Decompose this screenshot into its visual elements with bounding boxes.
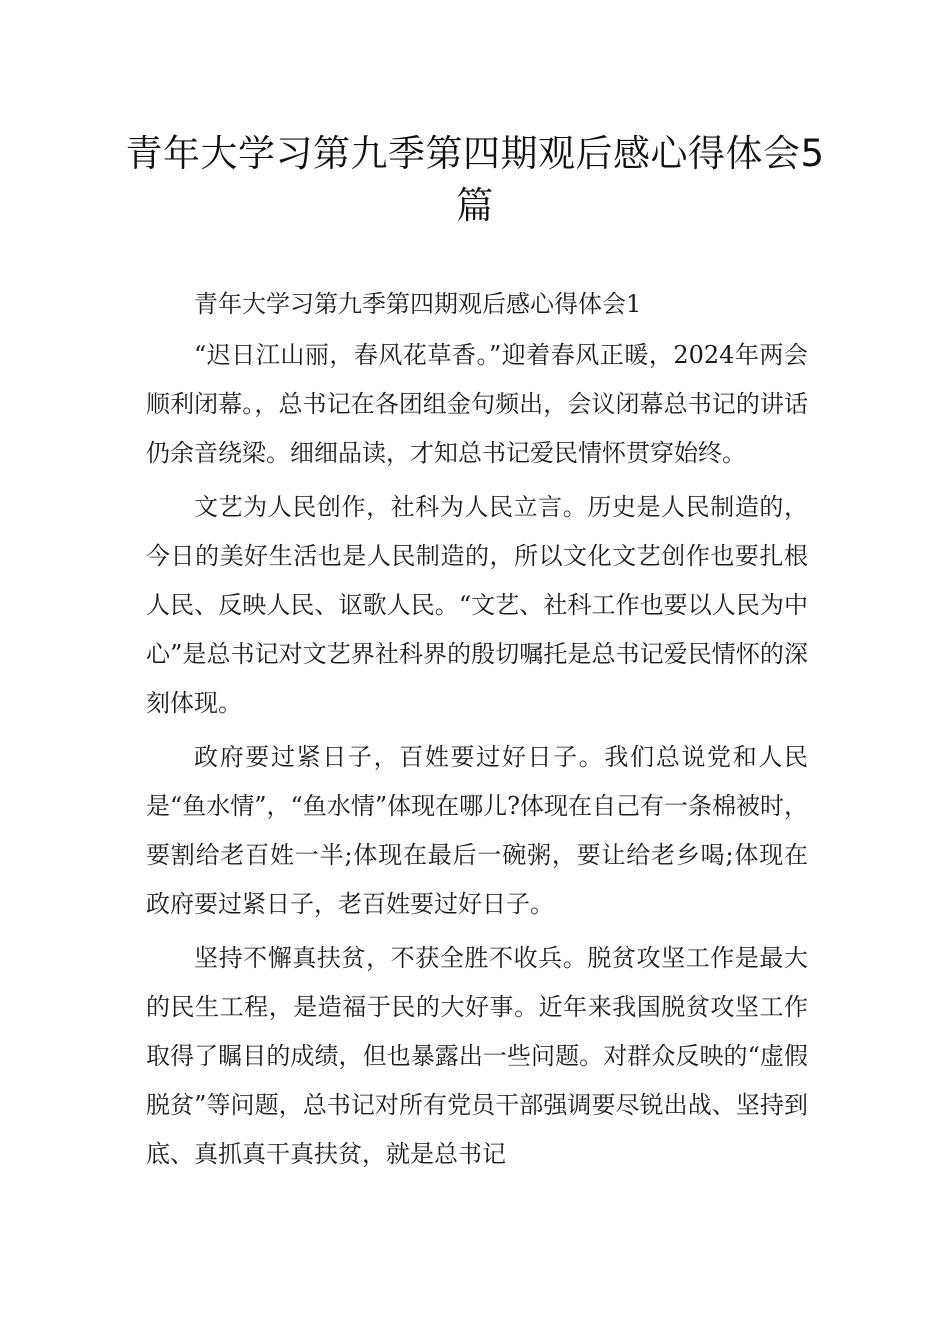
- document-title: 青年大学习第九季第四期观后感心得体会5篇: [125, 132, 825, 227]
- section-heading: 青年大学习第九季第四期观后感心得体会1: [194, 290, 642, 318]
- document-body: [146, 280, 808, 1184]
- paragraph-2: 文艺为人民创作，社科为人民立言。历史是人民制造的，今日的美好生活也是人民制造的，所以文化文艺创作也要扎根人民、反映人民、讴歌人民。“文艺、社科工作也要以人民为中心”是总书记对文艺界社科界的殷切嘱托是总书记爱民情怀的深刻体现。: [146, 493, 808, 717]
- paragraph-3: 政府要过紧日子，百姓要过好日子。我们总说党和人民是“鱼水情”，“鱼水情”体现在哪儿?体现在自己有一条棉被时，要割给老百姓一半;体现在最后一碗粥，要让给老乡喝;体现在政府要过紧日子，老百姓要过好日子。: [146, 743, 808, 918]
- paragraph-4: 坚持不懈真扶贫，不获全胜不收兵。脱贫攻坚工作是最大的民生工程，是造福于民的大好事。近年来我国脱贫攻坚工作取得了瞩目的成绩，但也暴露出一些问题。对群众反映的“虚假脱贫”等问题，总书记对所有党员干部强调要尽锐出战、坚持到底、真抓真干真扶贫，就是总书记: [146, 944, 808, 1168]
- paragraph-1: “迟日江山丽，春风花草香。”迎着春风正暖，2024年两会顺利闭幕。，总书记在各团组金句频出，会议闭幕总书记的讲话仍余音绕梁。细细品读，才知总书记爱民情怀贯穿始终。: [146, 341, 808, 467]
